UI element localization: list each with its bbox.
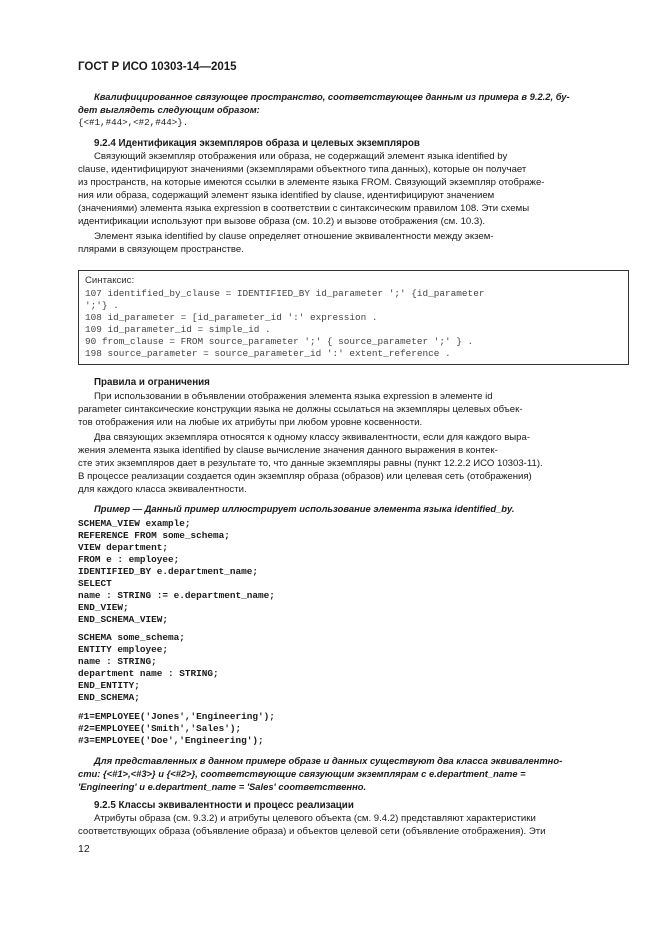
code-line: END_ENTITY; [78, 680, 140, 691]
intro-code: {<#1,#44>,<#2,#44>}. [78, 117, 189, 128]
paragraph-line: Связующий экземпляр отображения или образа, не содержащий элемент языка identified by [94, 151, 508, 162]
paragraph-line: для каждого класса эквивалентности. [78, 484, 247, 495]
paragraph-line: При использовании в объявлении отображения элемента языка expression в элементе id [94, 391, 493, 402]
syntax-rule: ';'} . [85, 300, 119, 311]
code-line: name : STRING := e.department_name; [78, 590, 275, 601]
paragraph-line: из пространств, на которые имеются ссылки в элементе языка FROM. Связующий экземпляр отображе- [78, 177, 545, 188]
paragraph-line: идентификации используют при вызове образа (см. 10.2) и вызове отображения (см. 10.3). [78, 216, 486, 227]
paragraph-line: Элемент языка identified by clause определяет отношение эквивалентности между экзем- [94, 231, 494, 242]
paragraph-line: сте этих экземпляров дает в результате то, что данные экземпляры равны (пункт 12.2.2 ИСО 10303-11). [78, 458, 543, 469]
intro-line-2: дет выглядеть следующим образом: [78, 104, 260, 115]
syntax-label: Синтаксис: [85, 275, 135, 286]
code-line: #3=EMPLOYEE('Doe','Engineering'); [78, 735, 264, 746]
code-line: IDENTIFIED_BY e.department_name; [78, 566, 259, 577]
example-caption: Пример — Данный пример иллюстрирует использование элемента языка identified_by. [94, 503, 515, 514]
code-line: name : STRING; [78, 656, 157, 667]
code-line: END_VIEW; [78, 602, 129, 613]
code-line: FROM e : employee; [78, 554, 180, 565]
code-line: REFERENCE FROM some_schema; [78, 530, 230, 541]
intro-line-1: Квалифицированное связующее пространство, соответствующее данным из примера в 9.2.2, бу- [94, 91, 570, 102]
example-note-line: сти: {<#1>,<#3>} и {<#2>}, соответствующие связующим экземплярам с e.department_name = [78, 768, 526, 779]
paragraph-line: жения элемента языка identified by clause вычисление значения данного выражения в контек- [78, 445, 498, 456]
section-heading-9-2-5: 9.2.5 Классы эквивалентности и процесс реализации [94, 800, 354, 811]
syntax-rule: 107 identified_by_clause = IDENTIFIED_BY id_parameter ';' {id_parameter [85, 288, 485, 299]
paragraph-line: В процессе реализации создается один экземпляр образа (образов) или целевая сеть (отображения) [78, 471, 532, 482]
code-line: SELECT [78, 578, 112, 589]
code-line: #2=EMPLOYEE('Smith','Sales'); [78, 723, 242, 734]
paragraph-line: тов отображения или на любые их атрибуты при любом уровне косвенности. [78, 417, 423, 428]
syntax-rule: 90 from_clause = FROM source_parameter ';' { source_parameter ';' } . [85, 336, 474, 347]
paragraph-line: parameter синтаксические конструкции языка не должны ссылаться на экземпляры целевых объек- [78, 404, 523, 415]
example-note-line: Для представленных в данном примере образе и данных существуют два класса эквивалентно- [94, 755, 563, 766]
syntax-rule: 198 source_parameter = source_parameter_id ':' extent_reference . [85, 348, 451, 359]
code-line: ENTITY employee; [78, 644, 169, 655]
syntax-rule: 108 id_parameter = [id_parameter_id ':' expression . [85, 312, 378, 323]
rules-heading: Правила и ограничения [94, 377, 210, 388]
code-line: END_SCHEMA_VIEW; [78, 614, 169, 625]
page-number: 12 [78, 843, 90, 855]
code-line: SCHEMA some_schema; [78, 632, 185, 643]
paragraph-line: (значениями) элемента языка expression в соответствии с синтаксическим правилом 108. Эти схемы [78, 203, 530, 214]
code-line: SCHEMA_VIEW example; [78, 518, 191, 529]
section-heading-9-2-4: 9.2.4 Идентификация экземпляров образа и целевых экземпляров [94, 138, 420, 149]
syntax-rule: 109 id_parameter_id = simple_id . [85, 324, 271, 335]
code-line: department name : STRING; [78, 668, 219, 679]
paragraph-line: плярами в связующем пространстве. [78, 244, 244, 255]
code-line: VIEW department; [78, 542, 169, 553]
syntax-box [78, 270, 629, 365]
paragraph-line: Атрибуты образа (см. 9.3.2) и атрибуты целевого объекта (см. 9.4.2) представляют характеристики [94, 813, 536, 824]
document-header: ГОСТ Р ИСО 10303-14—2015 [78, 61, 237, 73]
example-note-line: 'Engineering' и e.department_name = 'Sales' соответственно. [78, 781, 367, 792]
paragraph-line: соответствующих образа (объявление образа) и объектов целевой сети (объявление отображения). Эти [78, 826, 546, 837]
code-line: END_SCHEMA; [78, 692, 140, 703]
paragraph-line: clause, идентифицируют значениями (экземплярами объектного типа данных), которые он получает [78, 164, 527, 175]
code-line: #1=EMPLOYEE('Jones','Engineering'); [78, 711, 275, 722]
paragraph-line: ния или образа, содержащий элемент языка identified by clause, идентифицируют значением [78, 190, 495, 201]
paragraph-line: Два связующих экземпляра относятся к одному классу эквивалентности, если для каждого выра- [94, 432, 531, 443]
